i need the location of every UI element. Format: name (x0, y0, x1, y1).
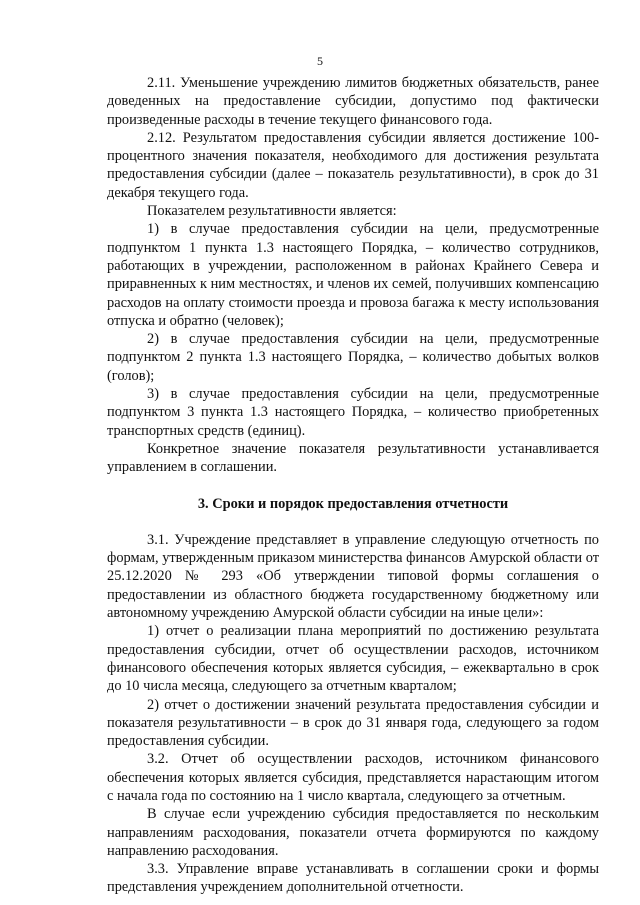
document-body (107, 74, 599, 897)
paragraph-indicator-item-2: 2) в случае предоставления субсидии на цели, предусмотренные подпунктом 2 пункта 1.3 настоящего Порядка, – количество добытых волков (голов); (107, 331, 599, 384)
page-number: 5 (317, 54, 323, 68)
paragraph-2-12: 2.12. Результатом предоставления субсидии является достижение 100-процентного значения показателя, необходимого для достижения результата предоставления субсидии (далее – показатель результативности), в срок до 31 декабря текущего года. (107, 129, 599, 201)
paragraph-3-3: 3.3. Управление вправе устанавливать в соглашении сроки и формы представления учреждением дополнительной отчетности. (107, 861, 599, 896)
paragraph-multiple-directions: В случае если учреждению субсидия предоставляется по нескольким направлениям расходования, показатели отчета формируются по каждому направлению расходования. (107, 806, 599, 859)
paragraph-indicator-value: Конкретное значение показателя результативности устанавливается управлением в соглашении. (107, 440, 599, 476)
spacer (107, 513, 599, 531)
paragraph-indicator-intro: Показателем результативности является: (147, 203, 397, 220)
spacer (107, 477, 599, 495)
paragraph-3-2: 3.2. Отчет об осуществлении расходов, источником финансового обеспечения которых является субсидия, представляется нарастающим итогом с начала года по состоянию на 1 число квартала, следующего за отчетным. (107, 751, 599, 804)
paragraph-2-11: 2.11. Уменьшение учреждению лимитов бюджетных обязательств, ранее доведенных на предоставление субсидии, допустимо под фактически произведенные расходы в течение текущего финансового года. (107, 75, 599, 128)
paragraph-indicator-item-3: 3) в случае предоставления субсидии на цели, предусмотренные подпунктом 3 пункта 1.3 настоящего Порядка, – количество приобретенных транспортных средств (единиц). (107, 386, 599, 439)
paragraph-3-1: 3.1. Учреждение представляет в управление следующую отчетность по формам, утвержденным приказом министерства финансов Амурской области от 25.12.2020 № 293 «Об утверждении типовой формы соглашения о предоставлении из областного бюджета государственному бюджетному или автономному учреждению Амурской области субсидии на иные цели»: (107, 531, 599, 622)
paragraph-report-item-1: 1) отчет о реализации плана мероприятий по достижению результата предоставления субсидии, отчет об осуществлении расходов, источником финансового обеспечения которых является субсидия, – ежеквартально в срок до 10 числа месяца, следующего за отчетным кварталом; (107, 623, 599, 695)
paragraph-indicator-item-1: 1) в случае предоставления субсидии на цели, предусмотренные подпунктом 1 пункта 1.3 настоящего Порядка, – количество сотрудников, работающих в учреждении, расположенном в районах Крайнего Севера и приравненных к ним местностях, и членов их семей, получивших компенсацию расходов на оплату стоимости проезда и провоза багажа к месту использования отпуска и обратно (человек); (107, 221, 599, 329)
section-heading: 3. Сроки и порядок предоставления отчетности (197, 495, 509, 512)
paragraph-report-item-2: 2) отчет о достижении значений результата предоставления субсидии и показателя результативности – в срок до 31 января года, следующего за годом предоставления субсидии. (107, 696, 599, 750)
